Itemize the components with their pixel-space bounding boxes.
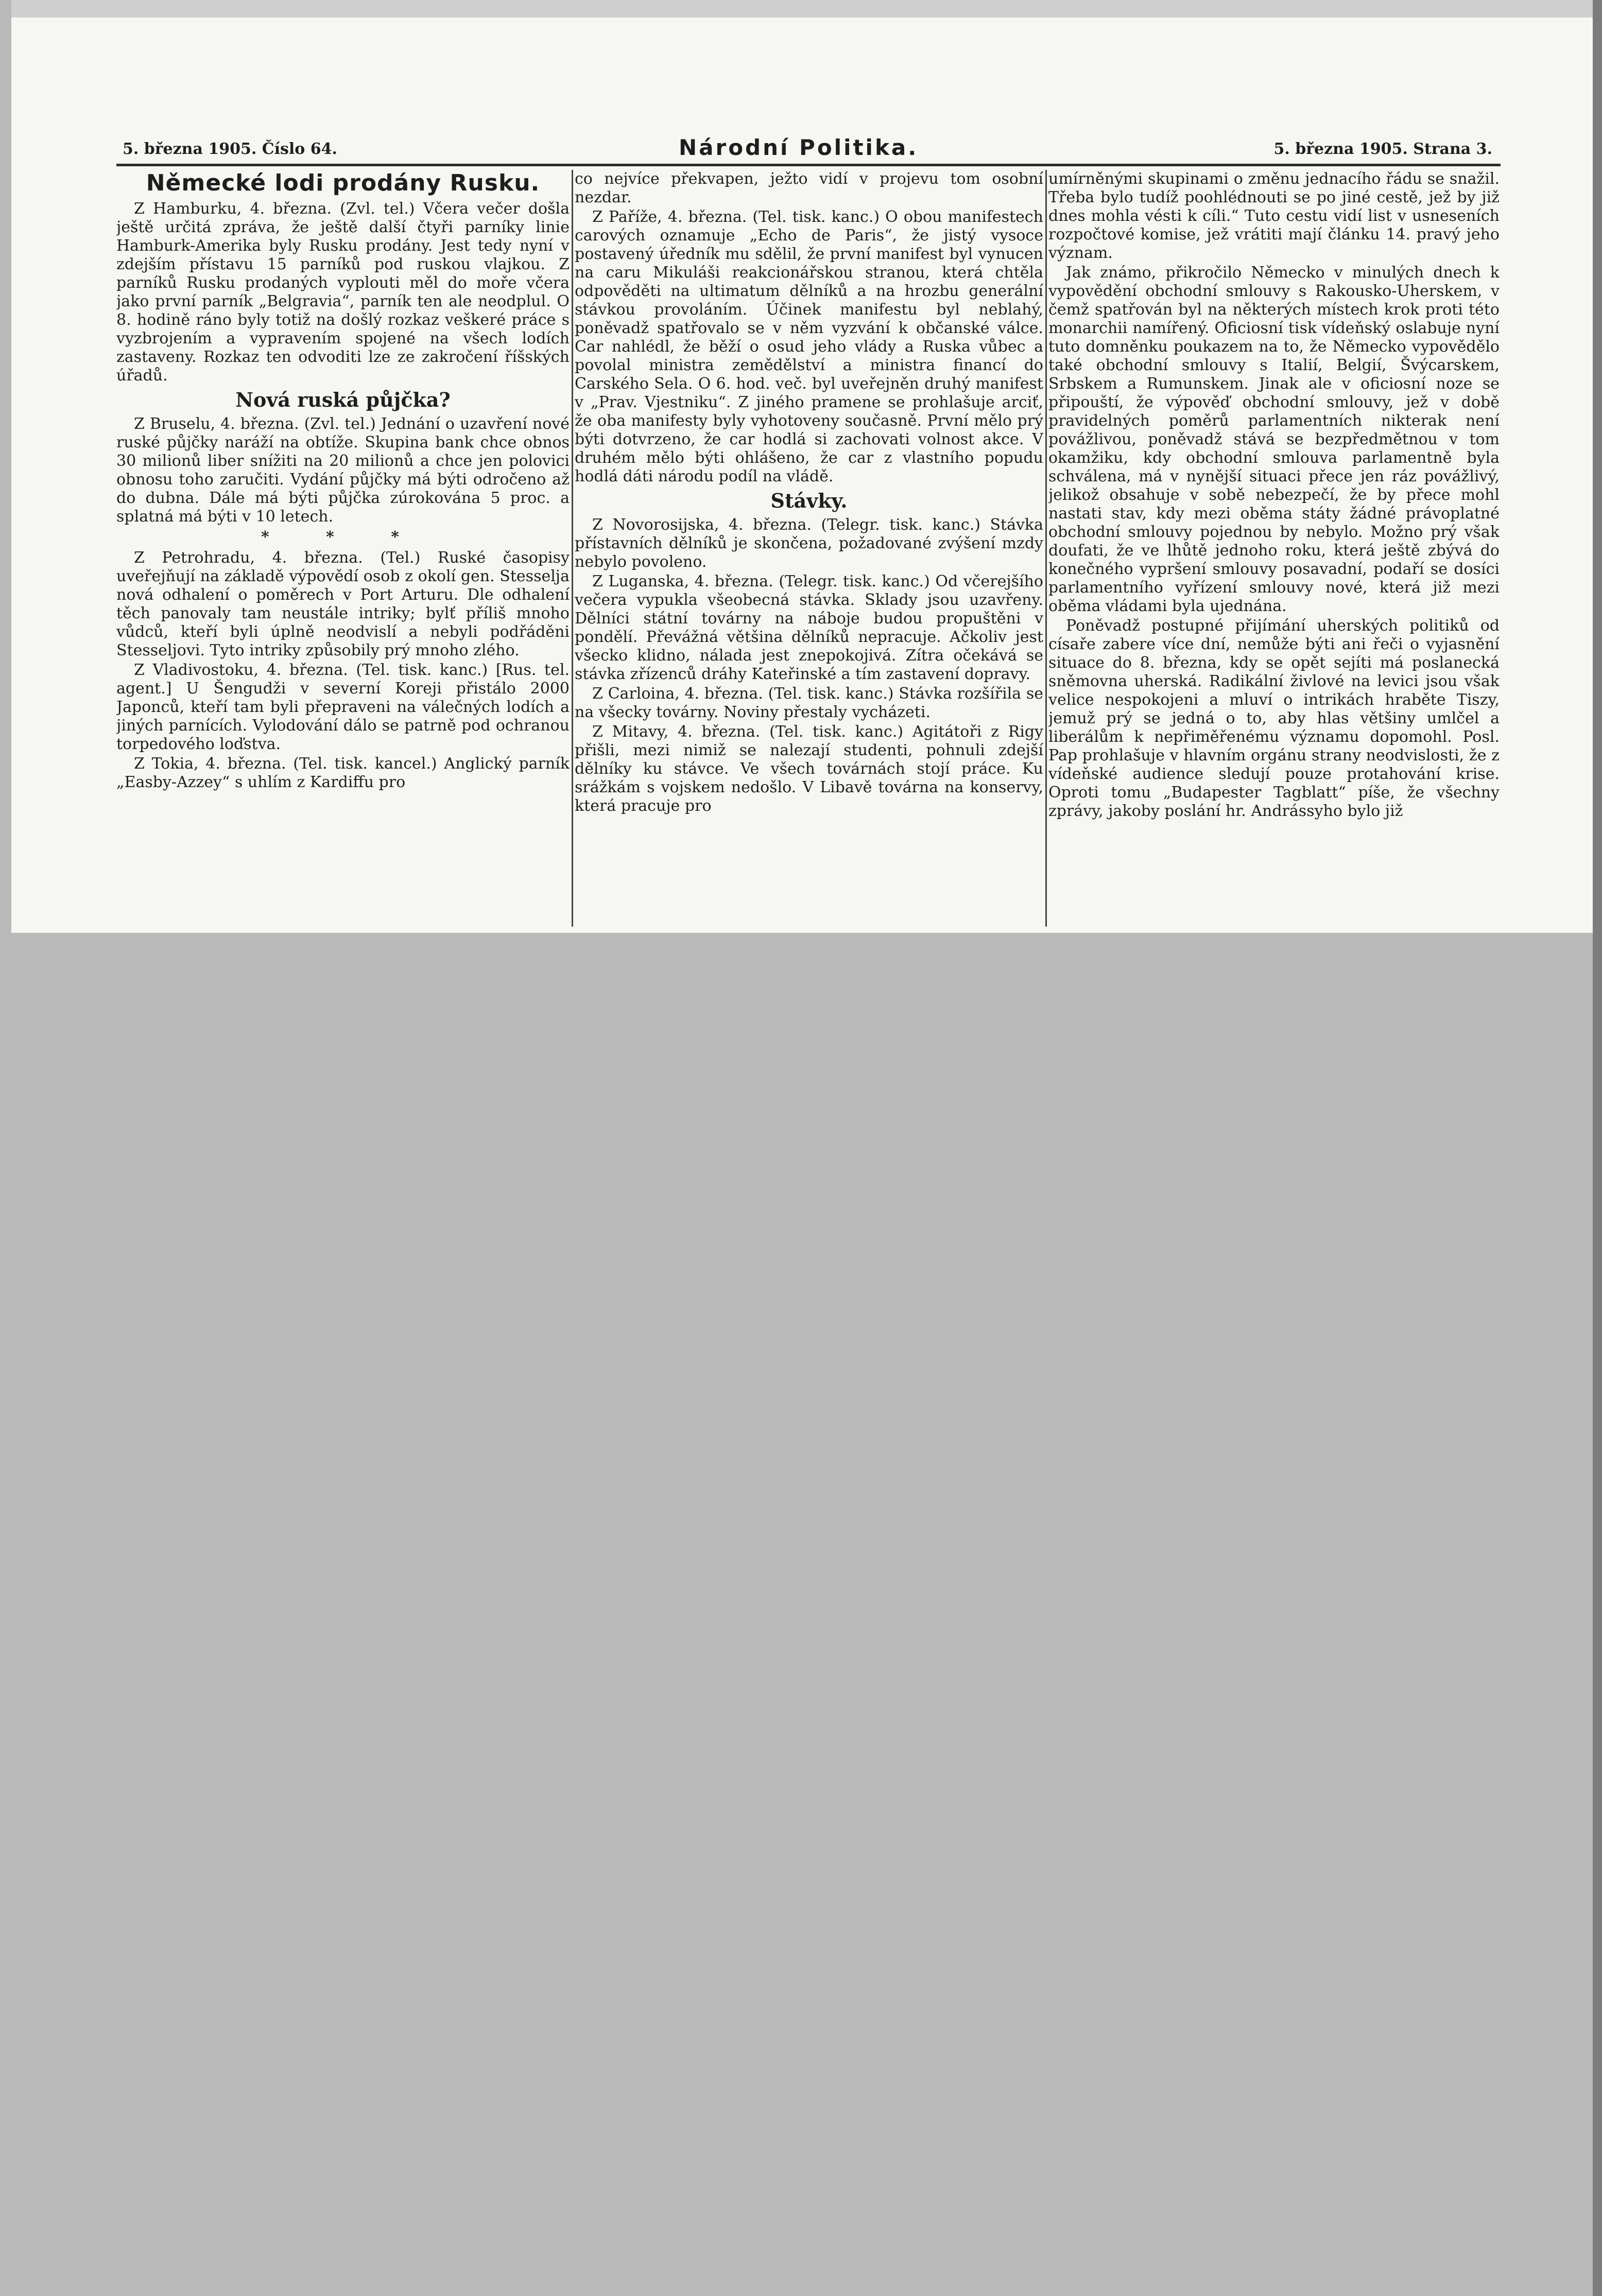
article-paragraph: Jak známo, přikročilo Německo v minulých dnech k vypovědění obchodní smlouvy s Rakousko-Uherskem, v čemž spatřován byl na některých místech krok proti této monarchii namířený. Oficiosní tisk vídeňský oslabuje nyní tuto domněnku poukazem na to, že Německo vypovědělo také obchodní smlouvy s Italií, Belgií, Švýcarskem, Srbskem a Rumunskem. Jinak ale v oficiosní noze se připouští, že výpověď obchodní smlouvy, jež v době pravidelných poměrů parlamentních nikterak není povážlivou, poněvadž stává se bezpředmětnou v tom okamžiku, kdy obchodní smlouva parlamentně byla schválena, má v nynější situaci přece jen ráz povážlivý, jelikož obsahuje v sobě nebezpečí, že by přece mohl nastati stav, kdy mezi oběma státy žádné právoplatné obchodní smlouvy pojednou by nebylo. Možno prý však doufati, že ve lhůtě jednoho roku, která ještě zbývá do konečného vypršení smlouvy posavadní, podaří se dosíci parlamentního vyřízení smlouvy nové, která již mezi oběma vládami byla ujednána. [1048,264,1500,615]
article-paragraph: Z Petrohradu, 4. března. (Tel.) Ruské časopisy uveřejňují na základě výpovědí osob z okolí gen. Stesselja nová odhalení o poměrech v Port Arturu. Dle odhalení těch panovaly tam neustále intriky; bylť příliš mnoho vůdců, kteří byli úplně neodvislí a nebyli podřáděni Stesseljovi. Tyto intriky způsobily prý mnoho zlého. [116,549,570,659]
scan-edge [1593,0,1602,2296]
column-divider [572,170,573,927]
article-paragraph: Poněvadž postupné přijímání uherských politiků od císaře zabere více dní, nemůže býti ani řeči o vyjasnění situace do 8. března, kdy se opět sejíti má poslanecká sněmovna uherská. Radikální živlové na levici jsou však velice nespokojeni a mluví o intrikách hraběte Tiszy, jemuž prý se jedná o to, aby hlas většiny umlčel a liberálům k nepřiměřenému významu dopomohl. Posl. Pap prohlašuje v hlavním orgánu strany neodvislosti, že z vídeňské audience sledují pouze protahování krise. Oproti tomu „Budapester Tagblatt“ píše, že všechny zprávy, jakoby poslání hr. Andrássyho bylo již [1048,617,1500,820]
headline: Německé lodi prodány Rusku. [146,170,540,196]
article-paragraph: Z Hamburku, 4. března. (Zvl. tel.) Včera večer došla ještě určitá zpráva, že ještě další čtyři parníky linie Hamburk-Amerika byly Rusku prodány. Jest tedy nyní v zdejším přístavu 15 parníků pod ruskou vlajkou. Z parníků Rusku prodaných vyplouti měl do moře včera jako první parník „Belgravia“, parník ten ale neodplul. O 8. hodině ráno byly totiž na došlý rozkaz veškeré práce s vyzbrojením a vypravením spojené na všech lodích zastaveny. Rozkaz ten odvoditi lze ze zakročení říšských úřadů. [116,200,570,385]
newspaper-title: Národní Politika. [679,135,919,160]
article-paragraph: co nejvíce překvapen, ježto vidí v projevu tom osobní nezdar. [575,170,1043,206]
article-paragraph: Z Novorosijska, 4. března. (Telegr. tisk. kanc.) Stávka přístavních dělníků je skončena, požadované zvýšení mzdy nebylo povoleno. [575,516,1043,571]
gray-background [0,933,1593,2296]
headline: Stávky. [770,489,848,512]
article-paragraph: umírněnými skupinami o změnu jednacího řádu se snažil. Třeba bylo tudíž poohlédnouti se po jiné cestě, jež by již dnes mohla vésti k cíli.“ Tuto cestu vidí list v usneseních rozpočtové komise, jež vrátiti mají článku 14. pravý jeho význam. [1048,170,1500,262]
article-paragraph: Z Luganska, 4. března. (Telegr. tisk. kanc.) Od včerejšího večera vypukla všeobecná stávka. Sklady jsou uzavřeny. Dělníci státní továrny na náboje budou propuštěni v pondělí. Převážná většina dělníků nepracuje. Ačkoliv jest všecko klidno, nálada jest znepokojivá. Zítra očekává se stávka zřízenců dráhy Kateřinské a tím zastavení dopravy. [575,572,1043,683]
header-right: 5. března 1905. Strana 3. [1273,140,1492,158]
article-paragraph: Z Tokia, 4. března. (Tel. tisk. kancel.) Anglický parník „Easby-Azzey“ s uhlím z Kardiffu pro [116,755,570,791]
article-paragraph: Z Bruselu, 4. března. (Zvl. tel.) Jednání o uzavření nové ruské půjčky naráží na obtíže. Skupina bank chce obnos 30 milionů liber snížiti na 20 milionů a chce jen polovici obnosu toho zaručiti. Vydání půjčky má býti odročeno až do dubna. Dále má býti půjčka zúrokována 5 proc. a splatná má býti v 10 letech. [116,415,570,526]
column-1 [116,170,570,927]
header-rule [116,164,1501,166]
section-separator: * * * [261,528,425,546]
article-paragraph: Z Vladivostoku, 4. března. (Tel. tisk. kanc.) [Rus. tel. agent.] U Šengudži v severní Koreji přistálo 2000 Japonců, kteří tam byli přepraveni na válečných lodích a jiných parnících. Vylodování dálo se patrně pod ochranou torpedového loďstva. [116,661,570,753]
article-paragraph: Z Carloina, 4. března. (Tel. tisk. kanc.) Stávka rozšířila se na všecky továrny. Noviny přestaly vycházeti. [575,685,1043,721]
column-divider [1045,170,1047,927]
header-left: 5. března 1905. Číslo 64. [123,140,337,158]
headline: Nová ruská půjčka? [235,388,451,411]
column-2 [575,170,1043,927]
article-paragraph: Z Paříže, 4. března. (Tel. tisk. kanc.) O obou manifestech carových oznamuje „Echo de Paris“, že jistý vysoce postavený úředník mu sdělil, že první manifest byl vynucen na caru Mikuláši reakcionářskou stranou, která chtěla odpověděti na ultimatum dělníků a na hrozbu generální stávkou provoláním. Účinek manifestu byl neblahý, poněvadž spatřovalo se v něm vyzvání k občanské válce. Car nahlédl, že běží o osud jeho vlády a Ruska vůbec a povolal ministra zemědělství a ministra financí do Carského Sela. O 6. hod. več. byl uveřejněn druhý manifest v „Prav. Vjestniku“. Z jiného pramene se prohlašuje arciť, že oba manifesty byly vyhotoveny současně. První mělo prý býti dotvrzeno, že car hodlá si zachovati volnost akce. V druhém mělo býti ohlášeno, že car z vlastního popudu hodlá dáti národu podíl na vládě. [575,208,1043,485]
column-3 [1048,170,1500,927]
masthead [123,135,1492,162]
article-paragraph: Z Mitavy, 4. března. (Tel. tisk. kanc.) Agitátoři z Rigy přišli, mezi nimiž se nalezají studenti, pohnuli zdejší dělníky ku stávce. Ve všech továrnách stojí práce. Ku srážkám s vojskem nedošlo. V Libavě továrna na konservy, která pracuje pro [575,723,1043,815]
